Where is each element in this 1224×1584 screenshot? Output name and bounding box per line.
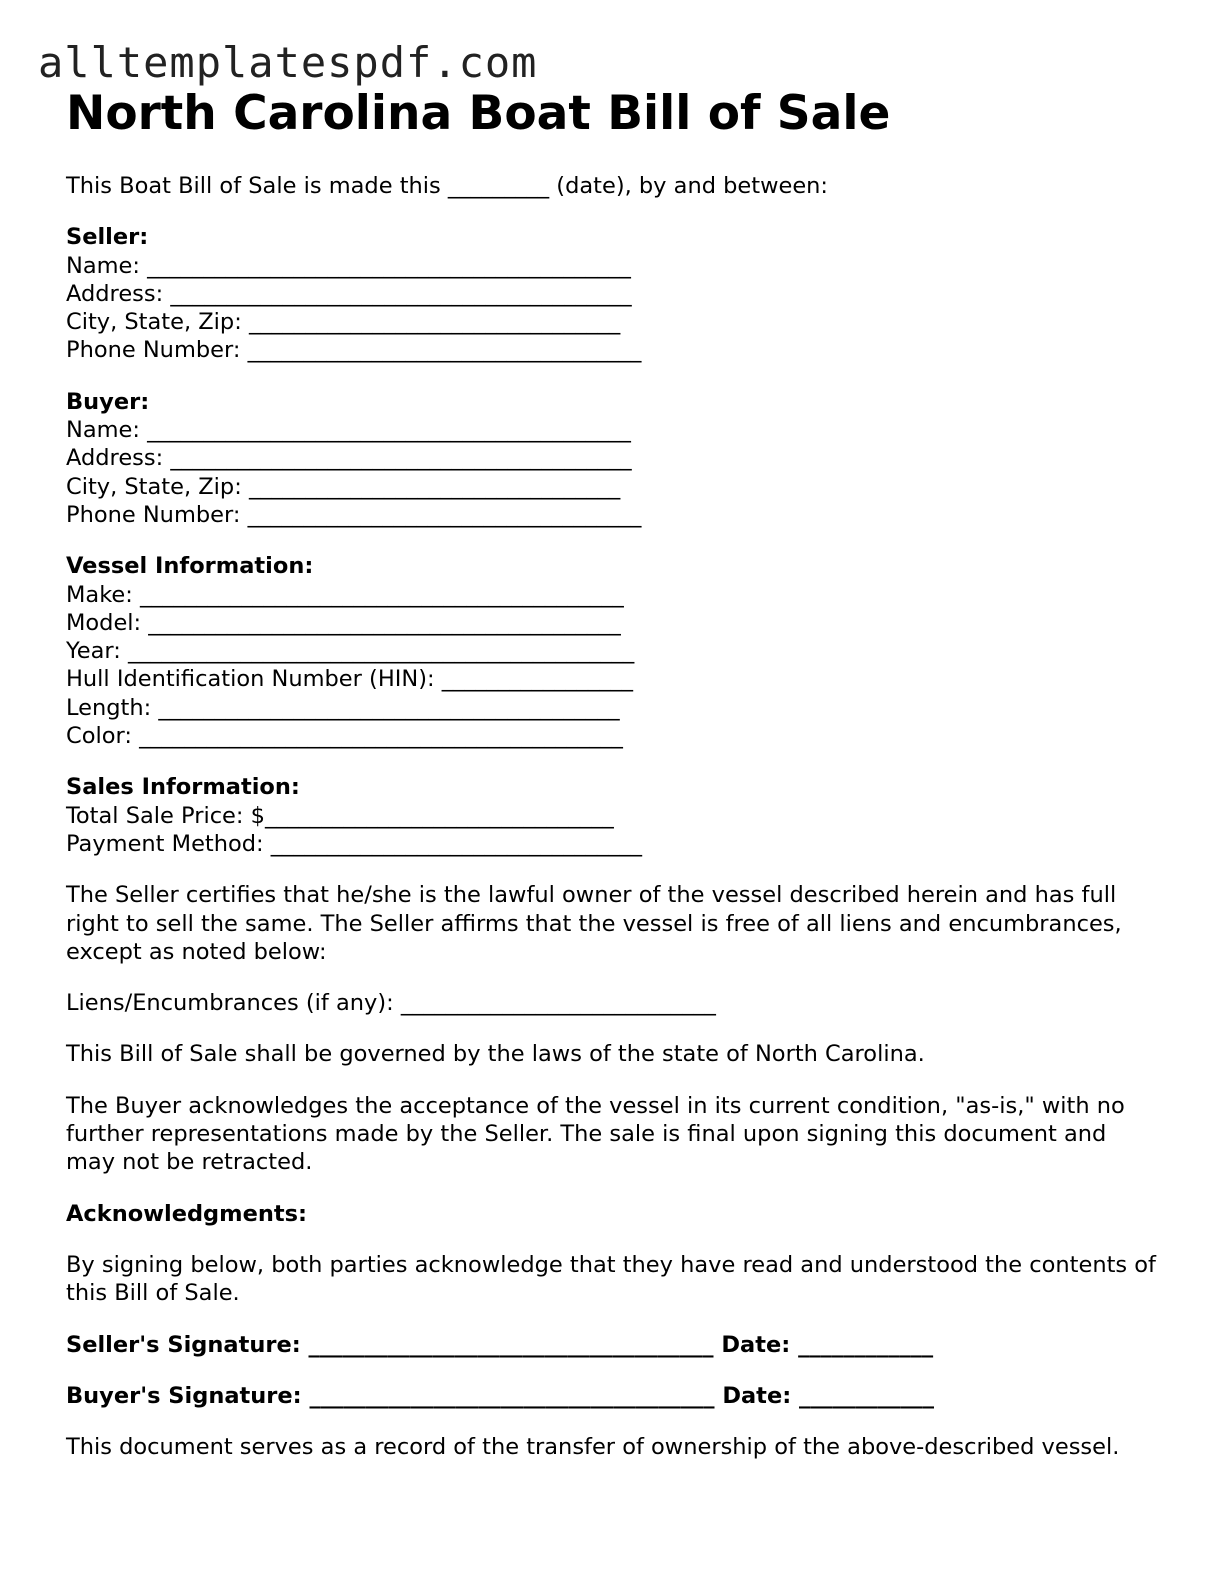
seller-address-field: Address: _________________________________________ <box>66 280 632 307</box>
acknowledgments-paragraph: By signing below, both parties acknowledge that they have read and understood the contents of this Bill of Sale. <box>66 1251 1156 1307</box>
vessel-year-field: Year: _____________________________________________ <box>66 638 635 665</box>
vessel-model-field: Model: __________________________________________ <box>66 609 621 636</box>
seller-signature-line: Seller's Signature: ____________________________________ Date: ____________ <box>66 1331 934 1358</box>
payment-method-field: Payment Method: _________________________________ <box>66 830 643 857</box>
sales-heading: Sales Information: <box>66 774 300 801</box>
seller-phone-field: Phone Number: ___________________________________ <box>66 337 642 364</box>
governing-law-paragraph: This Bill of Sale shall be governed by the laws of the state of North Carolina. <box>66 1041 925 1068</box>
buyer-city-field: City, State, Zip: _________________________________ <box>66 473 621 500</box>
liens-field: Liens/Encumbrances (if any): ____________________________ <box>66 990 716 1017</box>
acknowledgments-heading: Acknowledgments: <box>66 1200 308 1227</box>
document-title: North Carolina Boat Bill of Sale <box>66 86 891 141</box>
seller-name-field: Name: ___________________________________________ <box>66 252 631 279</box>
buyer-phone-field: Phone Number: ___________________________________ <box>66 501 642 528</box>
seller-heading: Seller: <box>66 224 149 251</box>
vessel-heading: Vessel Information: <box>66 553 314 580</box>
vessel-length-field: Length: _________________________________________ <box>66 694 620 721</box>
sale-price-field: Total Sale Price: $_______________________________ <box>66 802 614 829</box>
acceptance-paragraph: The Buyer acknowledges the acceptance of the vessel in its current condition, "as-is," with no further representations made by the Seller. The sale is final upon signing this document and may not be retracted. <box>66 1092 1125 1176</box>
watermark: alltemplatespdf.com <box>38 38 538 87</box>
buyer-address-field: Address: _________________________________________ <box>66 445 632 472</box>
seller-city-field: City, State, Zip: _________________________________ <box>66 309 621 336</box>
vessel-make-field: Make: ___________________________________________ <box>66 581 624 608</box>
buyer-signature-line: Buyer's Signature: ____________________________________ Date: ____________ <box>66 1382 935 1409</box>
document-body <box>66 172 1156 1461</box>
buyer-heading: Buyer: <box>66 388 150 415</box>
certification-paragraph: The Seller certifies that he/she is the lawful owner of the vessel described herein and has full right to sell the same. The Seller affirms that the vessel is free of all liens and encumbrances, except as noted below: <box>66 882 1122 965</box>
closing-paragraph: This document serves as a record of the transfer of ownership of the above-described vessel. <box>66 1434 1120 1461</box>
intro-line: This Boat Bill of Sale is made this _________ (date), by and between: <box>66 173 829 199</box>
vessel-hin-field: Hull Identification Number (HIN): _________________ <box>66 666 633 693</box>
buyer-name-field: Name: ___________________________________________ <box>66 417 631 444</box>
vessel-color-field: Color: ___________________________________________ <box>66 723 623 750</box>
